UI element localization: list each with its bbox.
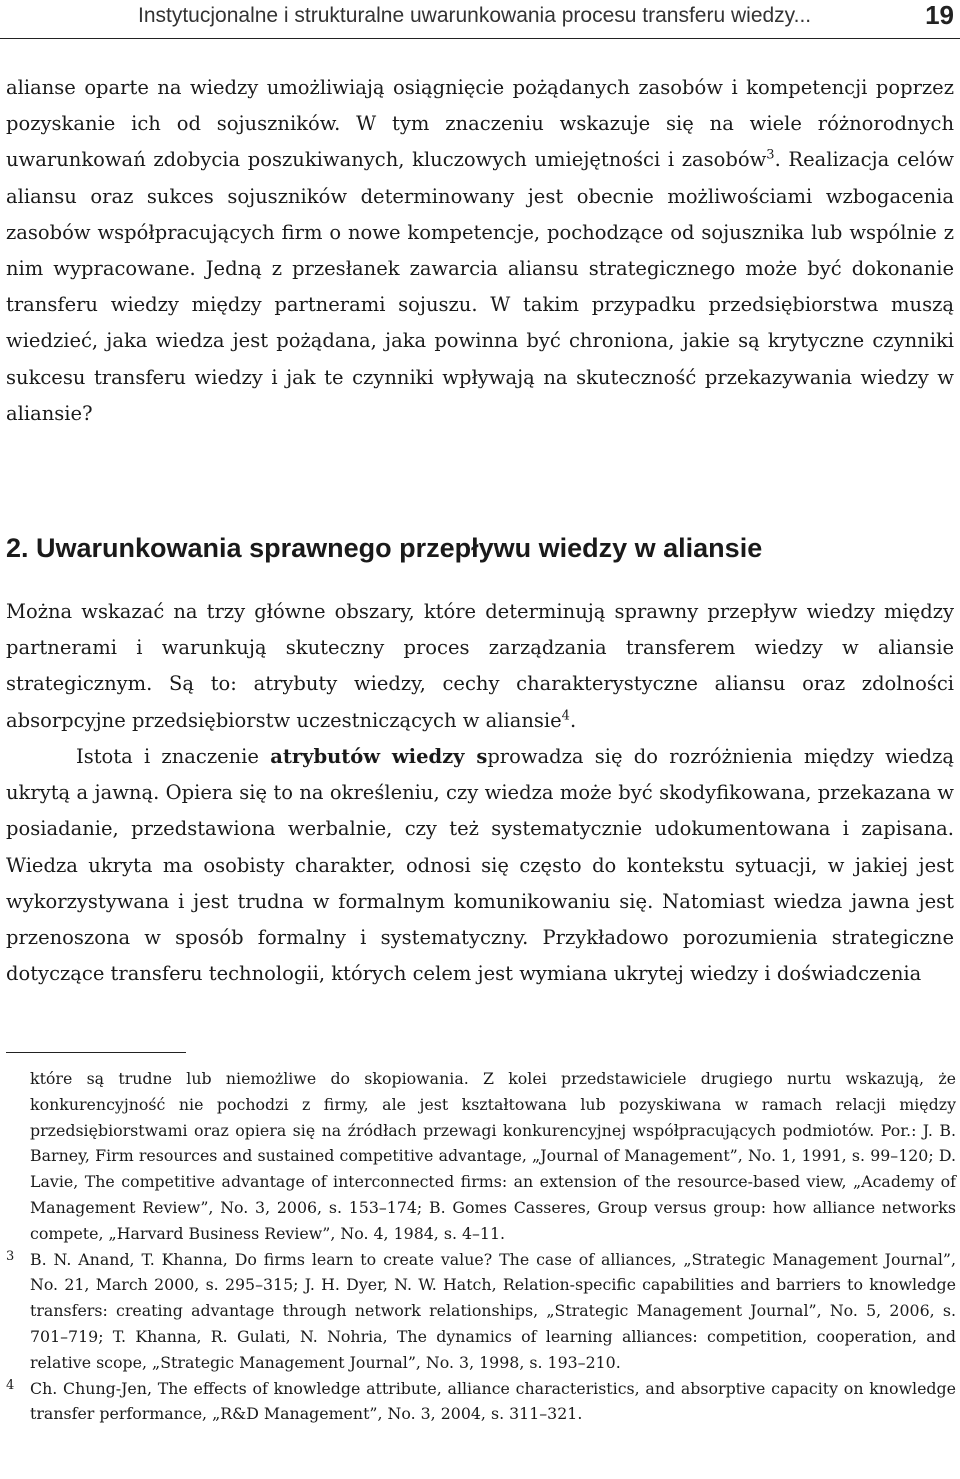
paragraph-2 — [6, 594, 954, 739]
paragraph-3-text-a: Istota i znaczenie — [76, 745, 271, 768]
paragraph-3-text-b: prowadza się do rozróżnienia między wiedzą ukrytą a jawną. Opiera się to na określeniu, czy wiedza może być skodyfikowana, przekazana w posiadanie, przedstawiona werbalnie, czy też systematycznie udokumentowana i zapisana. Wiedza ukryta ma osobisty charakter, odnosi się często do kontekstu sytuacji, w jakiej jest wykorzystywana i jest trudna w formalnym komunikowaniu się. Natomiast wiedza jawna jest przenoszona w sposób formalny i systematyczny. Przykładowo porozumienia strategiczne dotyczące transferu technologii, których celem jest wymiana ukrytej wiedzy i doświadczenia — [6, 745, 955, 986]
paragraph-1-text-b: . Realizacja celów aliansu oraz sukces sojuszników determinowany jest obecnie możliwościami wzbogacenia zasobów współpracujących firm o nowe kompetencje, pochodzące od sojusznika lub wspólnie z nim wypracowane. Jedną z przesłanek zawarcia aliansu strategicznego może być dokonanie transferu wiedzy między partnerami sojuszu. W takim przypadku przedsiębiorstwa muszą wiedzieć, jaka wiedza jest pożądana, jaka powinna być chroniona, jakie są krytyczne czynniki sukcesu transferu wiedzy i jak te czynniki wpływają na skuteczność przekazywania wiedzy w aliansie? — [6, 148, 954, 425]
paragraph-1-text-a: alianse oparte na wiedzy umożliwiają osiągnięcie pożądanych zasobów i kompetencji poprzez pozyskanie ich od sojuszników. W tym znaczeniu wskazuje się na wiele różnorodnych uwarunkowań zdobycia poszukiwanych, kluczowych umiejętności i zasobów — [6, 76, 954, 172]
footnote-3 — [6, 1247, 956, 1376]
footnote-number: 4 — [6, 1377, 15, 1393]
footnote-rule — [6, 1052, 186, 1053]
header-rule — [0, 38, 960, 39]
paragraph-1 — [6, 70, 954, 432]
footnote-text: które są trudne lub niemożliwe do skopiowania. Z kolei przedstawiciele drugiego nurtu wskazują, że konkurencyjność nie pochodzi z firmy, ale jest kształtowana lub pozyskiwana w ramach relacji między przedsiębiorstwami oraz opiera się na źródłach przewagi konkurencyjnej współpracujących podmiotów. Por.: J. B. Barney, Firm resources and sustained competitive advantage, „Journal of Management”, No. 1, 1991, s. 99–120; D. Lavie, The competitive advantage of interconnected firms: an extension of the resource-based view, „Academy of Management Review”, No. 3, 2006, s. 153–174; B. Gomes Casseres, Group versus group: how alliance networks compete, „Harvard Business Review”, No. 4, 1984, s. 4–11. — [30, 1069, 956, 1243]
page-header — [0, 0, 960, 36]
footnotes — [6, 1066, 956, 1427]
footnote-text: Ch. Chung-Jen, The effects of knowledge attribute, alliance characteristics, and absorptive capacity on knowledge transfer performance, „R&D Management”, No. 3, 2004, s. 311–321. — [30, 1378, 956, 1424]
footnote-4 — [6, 1376, 956, 1428]
section-heading: 2. Uwarunkowania sprawnego przepływu wiedzy w aliansie — [6, 533, 763, 563]
footnote-text: B. N. Anand, T. Khanna, Do firms learn to create value? The case of alliances, „Strategic Management Journal”, No. 21, March 2000, s. 295–315; J. H. Dyer, N. W. Hatch, Relation-specific capabilities and barriers to knowledge transfers: creating advantage through network relationships, „Strategic Management Journal”, No. 5, 2006, s. 701–719; T. Khanna, R. Gulati, N. Nohria, The dynamics of learning alliances: competition, cooperation, and relative scope, „Strategic Management Journal”, No. 3, 1998, s. 193–210. — [30, 1249, 956, 1372]
paragraph-2-text-a: Można wskazać na trzy główne obszary, które determinują sprawny przepływ wiedzy między partnerami i warunkują skuteczny proces zarządzania transferem wiedzy w aliansie strategicznym. Są to: atrybuty wiedzy, cechy charakterystyczne aliansu oraz zdolności absorpcyjne przedsiębiorstw uczestniczących w aliansie — [6, 600, 954, 732]
paragraph-3 — [6, 739, 954, 992]
footnote-ref-3[interactable]: 3 — [766, 147, 775, 163]
footnote-number: 3 — [6, 1248, 15, 1264]
paragraph-2-text-b: . — [569, 708, 577, 732]
footnote-continued — [6, 1066, 956, 1247]
footnote-ref-4[interactable]: 4 — [561, 708, 570, 724]
paragraph-3-bold-term: atrybutów wiedzy s — [270, 745, 488, 768]
page-number: 19 — [925, 0, 954, 30]
running-title: Instytucjonalne i strukturalne uwarunkowania procesu transferu wiedzy... — [138, 4, 812, 27]
